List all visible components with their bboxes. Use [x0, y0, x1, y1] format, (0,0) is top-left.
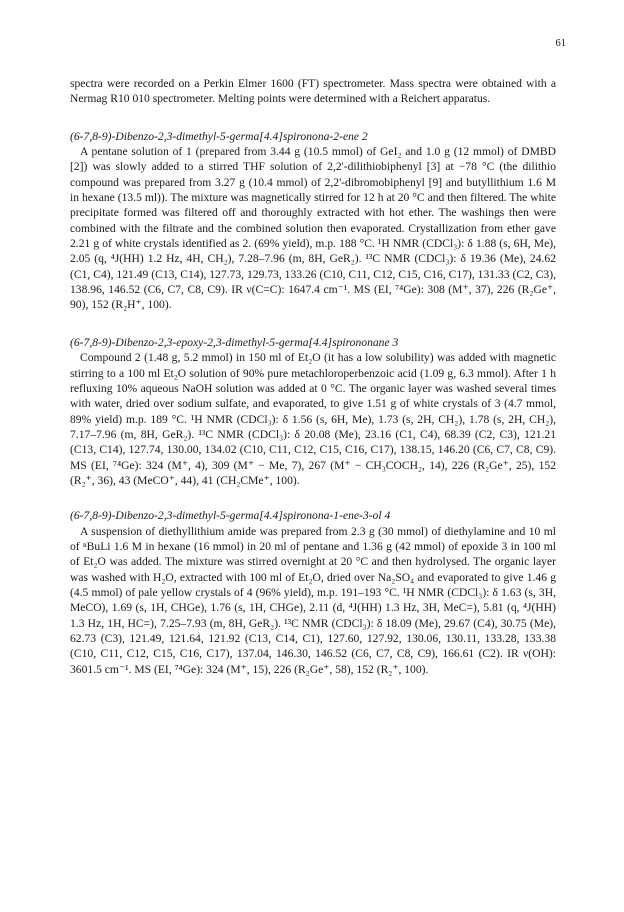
section-spacer [70, 313, 556, 335]
section-body: A suspension of diethyllithium amide was prepared from 2.3 g (30 mmol) of diethylamine and 10 ml of ⁿBuLi 1.6 M in hexane (16 mmol) in 20 ml of pentane and 1.36 g (42 mmol) of epoxide 3 in 100 ml of Et₂O was added. The mixture was stirred overnight at 20 °C and then hydrolysed. The organic layer was washed with H₂O, extracted with 100 ml of Et₂O, dried over Na₂SO₄ and evaporated to give 1.46 g (4.5 mmol) of pale yellow crystals of 4 (96% yield), m.p. 191–193 °C. ¹H NMR (CDCl₃): δ 1.63 (s, 3H, MeCO), 1.69 (s, 1H, CHGe), 1.76 (s, 1H, CHGe), 2.11 (d, ⁴J(HH) 1.3 Hz, 3H, MeC=), 5.81 (q, ⁴J(HH) 1.3 Hz, 1H, HC=), 7.25–7.93 (m, 8H, GeR₂). ¹³C NMR (CDCl₃): δ 18.09 (Me), 29.67 (C4), 30.75 (Me), 62.73 (C3), 121.49, 121.64, 121.92 (C13, C14, C1), 127.60, 127.92, 130.06, 130.11, 133.28, 133.38 (C10, C11, C12, C15, C16, C17), 137.04, 146.30, 146.52 (C6, C7, C8, C9), 166.61 (C2). IR ν(OH): 3601.5 cm⁻¹. MS (EI, ⁷⁴Ge): 324 (M⁺, 15), 226 (R₂Ge⁺, 58), 152 (R₂⁺, 100). [70, 524, 556, 676]
section-heading: (6-7,8-9)-Dibenzo-2,3-dimethyl-5-germa[4.4]spironona-2-ene 2 [70, 129, 368, 143]
article-body [70, 76, 556, 677]
section-compound-2 [70, 129, 556, 313]
section-spacer [70, 488, 556, 508]
intro-paragraph: spectra were recorded on a Perkin Elmer 1600 (FT) spectrometer. Mass spectra were obtained with a Nermag R10 010 spectrometer. Melting points were determined with a Reichert apparatus. [70, 77, 556, 106]
section-compound-3 [70, 335, 556, 488]
section-spacer [70, 107, 556, 129]
section-body: A pentane solution of 1 (prepared from 3.44 g (10.5 mmol) of GeI₂ and 1.0 g (12 mmol) of DMBD [2]) was slowly added to a stirred THF solution of 2,2'-dilithiobiphenyl [3] at −78 °C (the dilithio compound was prepared from 3.27 g (10.4 mmol) of 2,2'-dibromobiphenyl [9] and butyllithium 1.6 M in hexane (13.5 ml)). The mixture was magnetically stirred for 12 h at 20 °C and then filtered. The white precipitate formed was filtered off and thoroughly extracted with hot ether. The washings then were combined with the filtrate and the combined solution then evaporated. Crystallization from ether gave 2.21 g of white crystals identified as 2. (69% yield), m.p. 188 °C. ¹H NMR (CDCl₃): δ 1.88 (s, 6H, Me), 2.05 (q, ⁴J(HH) 1.2 Hz, 4H, CH₂), 7.28–7.96 (m, 8H, GeR₂). ¹³C NMR (CDCl₃): δ 19.36 (Me), 24.62 (C1, C4), 121.49 (C13, C14), 127.73, 129.73, 133.26 (C10, C11, C12, C15, C16, C17), 131.33 (C2, C3), 138.96, 146.52 (C6, C7, C8, C9). IR ν(C=C): 1647.4 cm⁻¹. MS (EI, ⁷⁴Ge): 308 (M⁺, 37), 226 (R₂Ge⁺, 90), 152 (R₂H⁺, 100). [70, 145, 556, 312]
section-heading: (6-7,8-9)-Dibenzo-2,3-dimethyl-5-germa[4.4]spironona-1-ene-3-ol 4 [70, 509, 391, 523]
section-heading: (6-7,8-9)-Dibenzo-2,3-epoxy-2,3-dimethyl-5-germa[4.4]spirononane 3 [70, 335, 399, 349]
section-body: Compound 2 (1.48 g, 5.2 mmol) in 150 ml of Et₂O (it has a low solubility) was added with magnetic stirring to a 100 ml Et₂O solution of 90% pure metachloroperbenzoic acid (1.09 g, 6.3 mmol). After 1 h refluxing 10% aqueous NaOH solution was added at 0 °C. The organic layer was washed several times with water, dried over sodium sulfate, and evaporated, to give 1.51 g of white crystals of 3 (4.7 mmol, 89% yield) m.p. 189 °C. ¹H NMR (CDCl₃): δ 1.56 (s, 6H, Me), 1.73 (s, 2H, CH₂), 1.78 (s, 2H, CH₂), 7.17–7.96 (m, 8H, GeR₂). ¹³C NMR (CDCl₃): δ 20.08 (Me), 23.16 (C1, C4), 68.39 (C2, C3), 121.21 (C13, C14), 127.74, 130.00, 134.02 (C10, C11, C12, C15, C16, C17), 138.15, 146.20 (C6, C7, C8, C9). MS (EI, ⁷⁴Ge): 324 (M⁺, 4), 309 (M⁺ − Me, 7), 267 (M⁺ − CH₃COCH₂, 14), 226 (R₂Ge⁺, 25), 152 (R₂⁺, 36), 43 (MeCO⁺, 44), 41 (CH₂CMe⁺, 100). [70, 351, 556, 487]
section-compound-4 [70, 508, 556, 677]
page-number: 61 [555, 38, 566, 49]
